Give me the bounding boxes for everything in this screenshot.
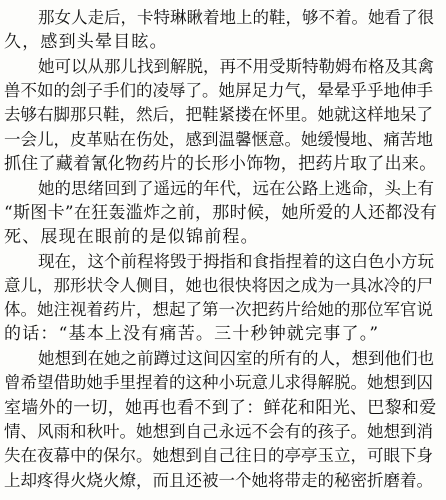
paragraph-line: 情、风雨和秋叶。她想到自己永远不会有的孩子。她想到消 [4, 422, 433, 441]
paragraph-line: 去够右脚那只鞋，然后，把鞋紧搂在怀里。她就这样地呆了 [4, 105, 433, 124]
paragraph-line: 她想到在她之前蹲过这间囚室的所有的人，想到他们也 [38, 349, 434, 368]
paragraph-line: 久，感到头晕目眩。 [4, 32, 168, 52]
paragraph-line: 现在，这个前程将毁于拇指和食指捏着的这白色小方玩 [38, 252, 434, 271]
paragraph-line: 她可以从那儿找到解脱，再不用受斯特勒姆布格及其禽 [38, 57, 434, 76]
paragraph-line: 意儿，那形状令人侧目，她也很快将因之成为一具冰冷的尸 [4, 276, 433, 295]
paragraph-line: 抓住了藏着氰化物药片的长形小饰物，把药片取了出来。 [4, 154, 437, 174]
paragraph-line: 上却疼得火烧火燎，而且还被一个她将带走的秘密折磨着。 [4, 471, 433, 490]
paragraph-line: 体。她注视着药片，想起了第一次把药片给她的那位军官说 [4, 300, 433, 319]
paragraph-line: 兽不如的刽子手们的凌辱了。她屏足力气，晕晕乎乎地伸手 [4, 81, 433, 100]
paragraph-line: 失在夜幕中的保尔。她想到自己往日的亭亭玉立，可眼下身 [4, 446, 433, 465]
paragraph-line: 的话：“基本上没有痛苦。三十秒钟就完事了。” [4, 324, 380, 344]
paragraph-line: 一会儿，皮革贴在伤处，感到温馨惬意。她缓慢地、痛苦地 [4, 130, 433, 149]
paragraph-line: 曾希望借助她手里捏着的这种小玩意儿求得解脱。她想到囚 [4, 373, 433, 392]
paragraph-line: 死、展现在眼前的是似锦前程。 [4, 227, 259, 247]
paragraph-line: 她的思绪回到了遥远的年代，远在公路上逃命，头上有 [38, 179, 434, 198]
paragraph-line: “斯图卡”在狂轰滥炸之前，那时候，她所爱的人还都没有 [4, 203, 438, 223]
paragraph-line: 室墙外的一切，她再也看不到了：鲜花和阳光、巴黎和爱 [4, 398, 437, 418]
paragraph-line: 那女人走后，卡特琳瞅着地上的鞋，够不着。她看了很 [38, 8, 434, 27]
